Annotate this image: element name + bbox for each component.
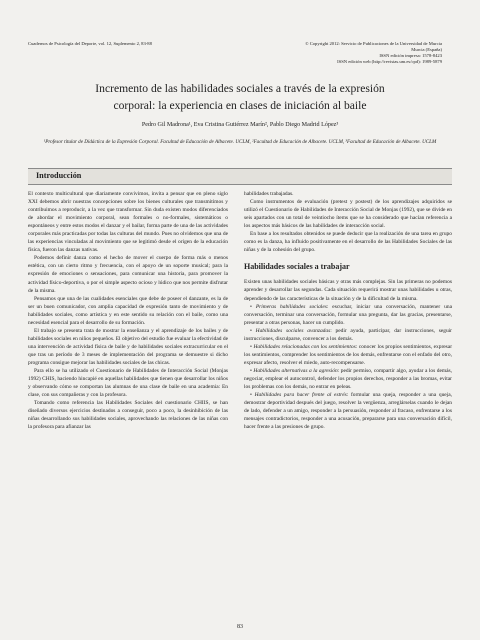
- bullet-text: : pedir permiso, compartir algo, ayudar a los demás, negociar, emplear el autocontrol, defender los propios derechos, responder a las bromas, evitar los problemas con los demás, no entrar en peleas.: [244, 367, 452, 391]
- section-heading-introduccion: Introducción: [36, 171, 82, 180]
- journal-header: Cuadernos de Psicología del Deporte, vol. 12, Suplemento 2, 83-88: [28, 41, 152, 46]
- bullet-text: : conocer los propios sentimientos, expresar los sentimientos, comprender los sentimientos de los demás, enfrentarse con el enfado del otro, expresar afecto, resolver el miedo, auto-recompensarse.: [244, 343, 453, 366]
- paragraph: El trabajo se presenta trata de mostrar la enseñanza y el aprendizaje de los bailes y de habilidades sociales en niños pequeños. El objetivo del estudio fue evaluar la efectividad de una intervención de actividad física de baile y de habilidades sociales extracurricular en el que tras un período de 3 meses de implementación del programa se demuestre si dicho programa consigue mejorar las habilidades sociales de las chicas.: [28, 327, 228, 366]
- paragraph: El contexto multicultural que diariamente convivimos, invita a pensar que en pleno siglo XXI debemos abrir nuestras concepciones sobre los bienes culturales que transmitimos y contribuimos a reproducir, a la vez que transformar. Sin duda existen modos diferenciados de abordar el movimiento corporal, sean formales o no-formales, sistemáticos o espontáneos y entre estos modos el danzar y el bailar, forma parte de una de las actividades corporales más practicadas por todas las culturas del mundo. Pues no olvidemos que una de las experiencias vinculadas al movimiento que se legitimó desde el origen de la educación física, fueron las danzas nativas.: [28, 191, 228, 254]
- title-line-2: corporal: la experiencia en clases de iniciación al baile: [113, 99, 367, 112]
- bullet-text: : formular una queja, responder a una queja, demostrar deportividad después del juego, resolver la vergüenza, arreglárselas cuando le dejan de lado, defender a un amigo, responder a la persuasión, responder al fracaso, enfrentarse a los mensajes contradictorios, responder a una acusación, prepararse para una conversación difícil, hacer frente a las presiones de grupo.: [244, 392, 453, 431]
- right-column: [244, 190, 452, 431]
- bullet-item: • Primeras habilidades sociales: escuchar, iniciar una conversación, mantener una conversación, terminar una conversación, formular una pregunta, dar las gracias, presentarse, presentar a otras personas, hacer un cumplido.: [244, 303, 452, 326]
- article-title: [60, 80, 420, 114]
- bullet-item: • Habilidades para hacer frente al estrés: formular una queja, responder a una queja, demostrar deportividad después del juego, resolver la vergüenza, arreglárselas cuando le dejan de lado, defender a un amigo, responder a la persuasión, responder al fracaso, enfrentarse a los mensajes contradictorios, responder a una acusación, prepararse para una conversación difícil, hacer frente a las presiones de grupo.: [244, 392, 453, 431]
- section-heading-habilidades: Habilidades sociales a trabajar: [244, 262, 350, 272]
- bullet-item: • Habilidades sociales avanzadas: pedir ayuda, participar, dar instrucciones, seguir instrucciones, disculparse, convencer a los demás.: [244, 327, 452, 342]
- paragraph: En base a los resultados obtenidos se puede deducir que la realización de una tarea en grupo como es la danza, ha influido positivamente en el desarrollo de las Habilidades Sociales de las niñas y de la cohesión del grupo.: [244, 231, 452, 254]
- paragraph: habilidades trabajadas.: [244, 191, 294, 197]
- bullet-label: Primeras habilidades sociales: [255, 303, 327, 310]
- issn-web-line: ISSN edición web (http://revistas.um.es/cpd): 1989-5879: [337, 59, 442, 64]
- bullet-label: Habilidades para hacer frente al estrés: [254, 392, 347, 399]
- title-line-1: Incremento de las habilidades sociales a través de la expresión: [95, 82, 385, 95]
- bullet-label: Habilidades relacionadas con los sentimientos: [253, 343, 356, 350]
- location-line: Murcia (España): [411, 47, 442, 52]
- authors: Pedro Gil Madrona¹, Eva Cristina Gutiérrez Marín², Pablo Diego Madrid López³: [141, 122, 339, 128]
- affiliations: ¹Profesor titular de Didáctica de la Expresión Corporal. Facultad de Educación de Albacete. UCLM, ²Facultad de Educación de Albacete. UCLM, ³Facultad de Educación de Albacete. UCLM: [43, 139, 437, 145]
- bullet-text: : pedir ayuda, participar, dar instrucciones, seguir instrucciones, disculparse, convencer a los demás.: [244, 327, 452, 342]
- section-header-bar: [28, 168, 452, 185]
- bullet-text: : escuchar, iniciar una conversación, mantener una conversación, terminar una conversación, formular una pregunta, dar las gracias, presentarse, presentar a otras personas, hacer un cumplido.: [244, 303, 452, 326]
- page-number: 83: [237, 624, 243, 630]
- bullet-label: Habilidades alternativas a la agresión: [253, 367, 338, 374]
- bullet-item: • Habilidades relacionadas con los sentimientos: conocer los propios sentimientos, expresar los sentimientos, comprender los sentimientos de los demás, enfrentarse con el enfado del otro, expresar afecto, resolver el miedo, auto-recompensarse.: [244, 343, 453, 366]
- bullet-item: • Habilidades alternativas a la agresión: pedir permiso, compartir algo, ayudar a los demás, negociar, emplear el autocontrol, defender los propios derechos, responder a las bromas, evitar los problemas con los demás, no entrar en peleas.: [244, 367, 452, 391]
- copyright-header: [222, 41, 442, 65]
- issn-print-line: ISSN edición impresa: 1578-8423: [379, 53, 442, 58]
- paragraph: Existen unas habilidades sociales básicas y otras más complejas. Sin las primeras no podemos aprender y desarrollar las segundas. Cada situación requerirá mostrar unas habilidades u otras, dependiendo de las características de la situación y de la dificultad de la misma.: [244, 279, 452, 302]
- bullet-label: Habilidades sociales avanzadas: [255, 327, 331, 334]
- copyright-line: © Copyright 2012: Servicio de Publicaciones de la Universidad de Murcia: [305, 41, 442, 46]
- paragraph: Podemos definir danza como el hecho de mover el cuerpo de forma más o menos estética, con un cierto ritmo y frecuencia, con el apoyo de un soporte musical; para la expresión de emociones o sensaciones, para comunicar una historia, para promover la actividad físico-deportiva, o por el simple aspecto ocioso y lúdico que nos permite disfrutar de la misma.: [28, 255, 228, 294]
- left-column: [28, 190, 228, 431]
- paragraph: Para ello se ha utilizado el Cuestionario de Habilidades de Interacción Social (Monjas 1992) CHIS, haciendo hincapié en aquellas habilidades que tienen que desarrollar los niños y observando cómo se comportan las alumnas de una clase de baile en una academia: En clase, con sus compañeras y con la profesora.: [28, 368, 228, 399]
- paragraph: Tomando como referencia las Habilidades Sociales del cuestionario CHIIS, se han diseñado diversos ejercicios destinados a conseguir, poco a poco, la desinhibición de las niñas desarrollando sus habilidades sociales, aprovechando las relaciones de las niñas con la profesora para afianzar las: [28, 400, 228, 431]
- paragraph: Como instrumentos de evaluación (pretest y postest) de los aprendizajes adquiridos se utilizó el Cuestionario de Habilidades de Interacción Social de Monjas (1992), que se divide en seis apartados con un total de veintiocho ítems que se ha considerado que hacían referencia a los aspectos más básicos de las habilidades de interacción social.: [244, 199, 452, 230]
- paragraph: Pensamos que una de las cualidades esenciales que debe de poseer el danzante, es la de ser un buen comunicador, con amplia capacidad de expresión tanto de movimiento y de habilidades sociales, como artística y en este sentido su relación con el baile, como una necesidad esencial para el desarrollo de su formación.: [28, 295, 228, 326]
